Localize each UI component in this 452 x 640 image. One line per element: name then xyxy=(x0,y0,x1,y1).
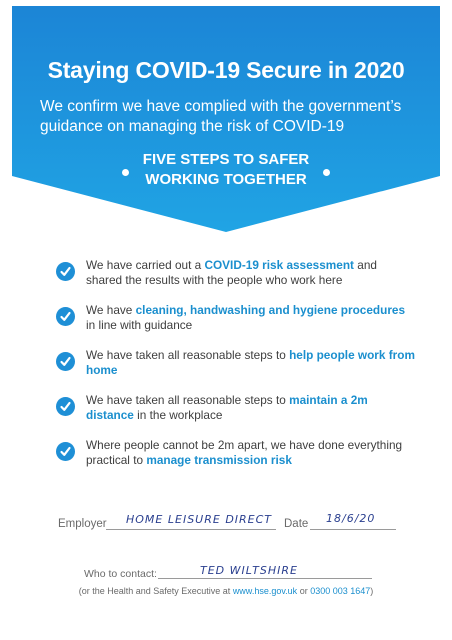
steps-heading xyxy=(112,150,340,190)
checklist-text: in the workplace xyxy=(133,408,223,422)
page-title: Staying COVID-19 Secure in 2020 xyxy=(47,57,405,83)
check-circle-icon xyxy=(56,262,75,281)
contact-label: Who to contact: xyxy=(84,568,157,580)
hse-note-text: (or the Health and Safety Executive at xyxy=(78,586,233,596)
checklist-highlight: cleaning, handwashing and hygiene procedures xyxy=(135,303,406,317)
steps-heading-line2: WORKING TOGETHER xyxy=(145,171,307,188)
checklist-item-text xyxy=(86,393,416,423)
check-circle-icon xyxy=(56,352,75,371)
hse-contact-note xyxy=(0,586,452,596)
checklist-item-text xyxy=(86,438,416,468)
checklist-highlight: manage transmission risk xyxy=(146,453,292,467)
header-banner xyxy=(12,6,440,232)
employer-label: Employer xyxy=(58,518,107,530)
page-subtitle: We confirm we have complied with the government’s guidance on managing the risk of COVID-19 xyxy=(40,98,402,135)
hse-phone-link[interactable]: 0300 003 1647 xyxy=(310,586,371,596)
employer-line xyxy=(106,529,276,530)
checklist-text: We have xyxy=(86,303,136,317)
checklist-text: We have taken all reasonable steps to xyxy=(86,348,290,362)
checklist-item-text xyxy=(86,348,416,378)
hse-note-text: ) xyxy=(370,586,374,596)
checklist-highlight: COVID-19 risk assessment xyxy=(204,258,354,272)
hse-website-link[interactable]: www.hse.gov.uk xyxy=(232,586,298,596)
check-circle-icon xyxy=(56,307,75,326)
steps-heading-line1: FIVE STEPS TO SAFER xyxy=(142,151,310,168)
date-label: Date xyxy=(284,518,309,530)
contact-line xyxy=(158,578,372,579)
checklist-text: We have carried out a xyxy=(86,258,205,272)
checklist-text: Where people cannot be 2m apart, we have done everything practical to xyxy=(86,438,403,467)
checklist-item-text xyxy=(86,303,416,333)
hse-note-text: or xyxy=(297,586,311,596)
checklist-highlight: help people work from home xyxy=(86,348,415,377)
check-circle-icon xyxy=(56,442,75,461)
date-field[interactable]: 18/6/20 xyxy=(326,512,376,525)
date-line xyxy=(310,529,396,530)
employer-field[interactable]: HOME LEISURE DIRECT xyxy=(126,513,273,526)
checklist-text: and shared the results with the people who work here xyxy=(86,258,377,287)
checklist-text: We have taken all reasonable steps to xyxy=(86,393,290,407)
check-circle-icon xyxy=(56,397,75,416)
checklist-text: in line with guidance xyxy=(86,318,193,332)
checklist-highlight: maintain a 2m distance xyxy=(86,393,368,422)
contact-field[interactable]: TED WILTSHIRE xyxy=(200,564,298,577)
checklist-item-text xyxy=(86,258,416,288)
